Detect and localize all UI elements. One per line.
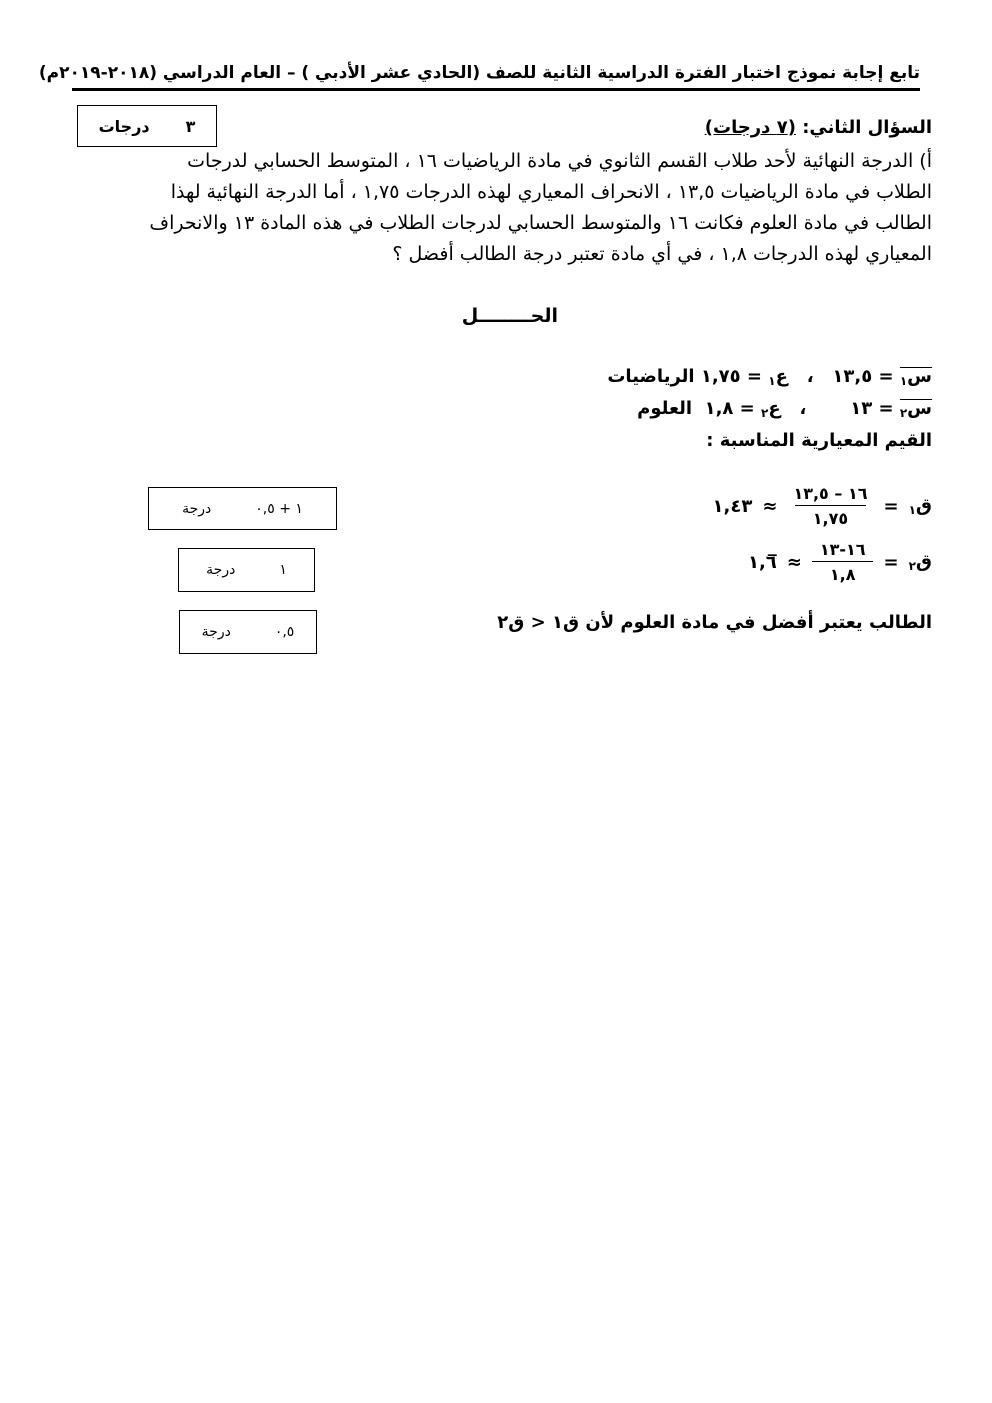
science-subject-label: العلوم	[637, 398, 693, 419]
score-label: درجة	[206, 562, 236, 578]
approx-sign: ≈	[762, 495, 778, 517]
subtitle-standard-scores: القيم المعيارية المناسبة :	[706, 430, 932, 451]
page-header: تابع إجابة نموذج اختبار الفترة الدراسية الثانية للصف (الحادي عشر الأدبي ) – العام الدراسي (٢٠١٨-٢٠١٩م)	[72, 60, 920, 91]
question-title	[705, 117, 932, 138]
equals-sign: =	[883, 551, 899, 573]
marks-box	[77, 105, 217, 147]
science-mean-value: = ١٣	[850, 398, 894, 419]
score-box-2	[178, 548, 315, 592]
question-number: السؤال الثاني:	[802, 117, 932, 138]
z1-symbol: ق$_١$	[908, 495, 932, 517]
sd-symbol: ع$_٢$	[761, 398, 781, 420]
equals-sign: =	[883, 495, 899, 517]
score-box-3	[179, 610, 317, 654]
z1-result: ١,٤٣	[712, 495, 753, 517]
score-value: ١	[279, 562, 287, 578]
solution-title: الحــــــــل	[461, 305, 558, 327]
score-value: ١ + ٠,٥	[255, 500, 303, 517]
z2-result: ١,٦̅	[747, 551, 777, 573]
score-box-1	[148, 487, 337, 530]
approx-sign: ≈	[786, 551, 802, 573]
mean-symbol: س$_٢$	[899, 398, 932, 420]
math-subject-label: الرياضيات	[607, 366, 695, 387]
score-value: ٠,٥	[274, 624, 295, 640]
math-mean-value: = ١٣,٥	[832, 366, 894, 387]
z-score-1	[713, 484, 932, 528]
question-marks: (٧ درجات)	[704, 117, 796, 138]
z2-numerator: ١٦-١٣	[819, 540, 866, 559]
math-data-line	[607, 366, 932, 390]
z1-numerator: ١٦ – ١٣,٥	[793, 484, 868, 503]
science-sd-value: = ١,٨	[704, 398, 755, 419]
marks-label: درجات	[98, 116, 150, 136]
z1-fraction	[787, 484, 873, 528]
z2-symbol: ق$_٢$	[908, 551, 932, 573]
z-score-2	[748, 540, 932, 584]
question-line-3: الطالب في مادة العلوم فكانت ١٦ والمتوسط الحسابي لدرجات الطلاب في هذه المادة ١٣ والانحراف	[149, 212, 932, 234]
conclusion: الطالب يعتبر أفضل في مادة العلوم لأن ق١ < ق٢	[497, 612, 932, 633]
score-label: درجة	[201, 624, 231, 640]
question-line-4: المعياري لهذه الدرجات ١,٨ ، في أي مادة تعتبر درجة الطالب أفضل ؟	[392, 243, 932, 265]
marks-value: ٣	[185, 116, 196, 136]
score-label: درجة	[182, 500, 212, 517]
question-line-2: الطلاب في مادة الرياضيات ١٣,٥ ، الانحراف المعياري لهذه الدرجات ١,٧٥ ، أما الدرجة النهائية لهذا	[170, 181, 932, 203]
sd-symbol: ع$_١$	[768, 366, 788, 388]
science-data-line	[637, 398, 932, 422]
z2-fraction	[812, 540, 874, 584]
separator: ،	[806, 366, 814, 387]
z1-denominator: ١,٧٥	[795, 505, 866, 528]
mean-symbol: س$_١$	[899, 366, 932, 388]
separator: ،	[799, 398, 807, 419]
question-line-1: أ) الدرجة النهائية لأحد طلاب القسم الثانوي في مادة الرياضيات ١٦ ، المتوسط الحسابي لدرجات	[187, 150, 932, 172]
math-sd-value: = ١,٧٥	[700, 366, 763, 387]
z2-denominator: ١,٨	[812, 561, 874, 584]
